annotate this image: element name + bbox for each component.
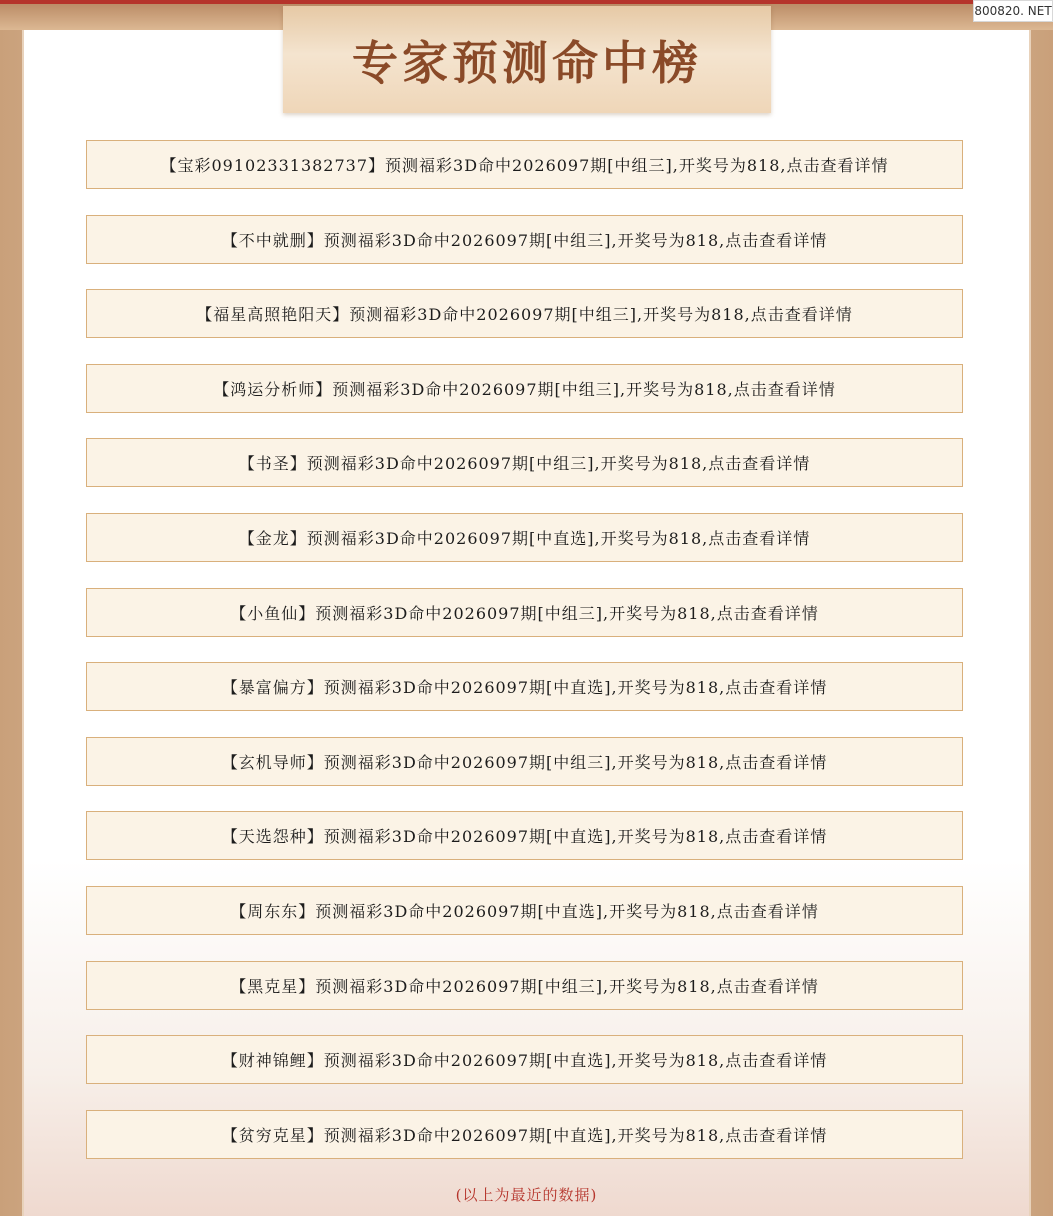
page-title: 专家预测命中榜 — [352, 35, 702, 90]
hit-record-row[interactable]: 【不中就删】预测福彩3D命中2026097期[中组三],开奖号为818,点击查看详情 — [86, 215, 963, 264]
top-red-line — [0, 0, 1053, 4]
hit-record-row[interactable]: 【贫穷克星】预测福彩3D命中2026097期[中直选],开奖号为818,点击查看详情 — [86, 1110, 963, 1159]
hit-record-row[interactable]: 【天选怨种】预测福彩3D命中2026097期[中直选],开奖号为818,点击查看详情 — [86, 811, 963, 860]
footer-note: (以上为最近的数据) — [455, 1186, 598, 1204]
hit-record-row[interactable]: 【福星高照艳阳天】预测福彩3D命中2026097期[中组三],开奖号为818,点击查看详情 — [86, 289, 963, 338]
hit-record-row[interactable]: 【小鱼仙】预测福彩3D命中2026097期[中组三],开奖号为818,点击查看详情 — [86, 588, 963, 637]
site-watermark: 800820. NET — [973, 0, 1053, 22]
hit-record-row[interactable]: 【书圣】预测福彩3D命中2026097期[中组三],开奖号为818,点击查看详情 — [86, 438, 963, 487]
hit-record-list — [86, 140, 963, 1159]
hit-record-row[interactable]: 【鸿运分析师】预测福彩3D命中2026097期[中组三],开奖号为818,点击查看详情 — [86, 364, 963, 413]
hit-record-row[interactable]: 【黑克星】预测福彩3D命中2026097期[中组三],开奖号为818,点击查看详情 — [86, 961, 963, 1010]
hit-record-row[interactable]: 【暴富偏方】预测福彩3D命中2026097期[中直选],开奖号为818,点击查看详情 — [86, 662, 963, 711]
hit-record-row[interactable]: 【宝彩09102331382737】预测福彩3D命中2026097期[中组三],开奖号为818,点击查看详情 — [86, 140, 963, 189]
title-banner — [283, 6, 771, 113]
hit-record-row[interactable]: 【周东东】预测福彩3D命中2026097期[中直选],开奖号为818,点击查看详情 — [86, 886, 963, 935]
hit-record-row[interactable]: 【玄机导师】预测福彩3D命中2026097期[中组三],开奖号为818,点击查看详情 — [86, 737, 963, 786]
hit-record-row[interactable]: 【财神锦鲤】预测福彩3D命中2026097期[中直选],开奖号为818,点击查看详情 — [86, 1035, 963, 1084]
hit-record-row[interactable]: 【金龙】预测福彩3D命中2026097期[中直选],开奖号为818,点击查看详情 — [86, 513, 963, 562]
